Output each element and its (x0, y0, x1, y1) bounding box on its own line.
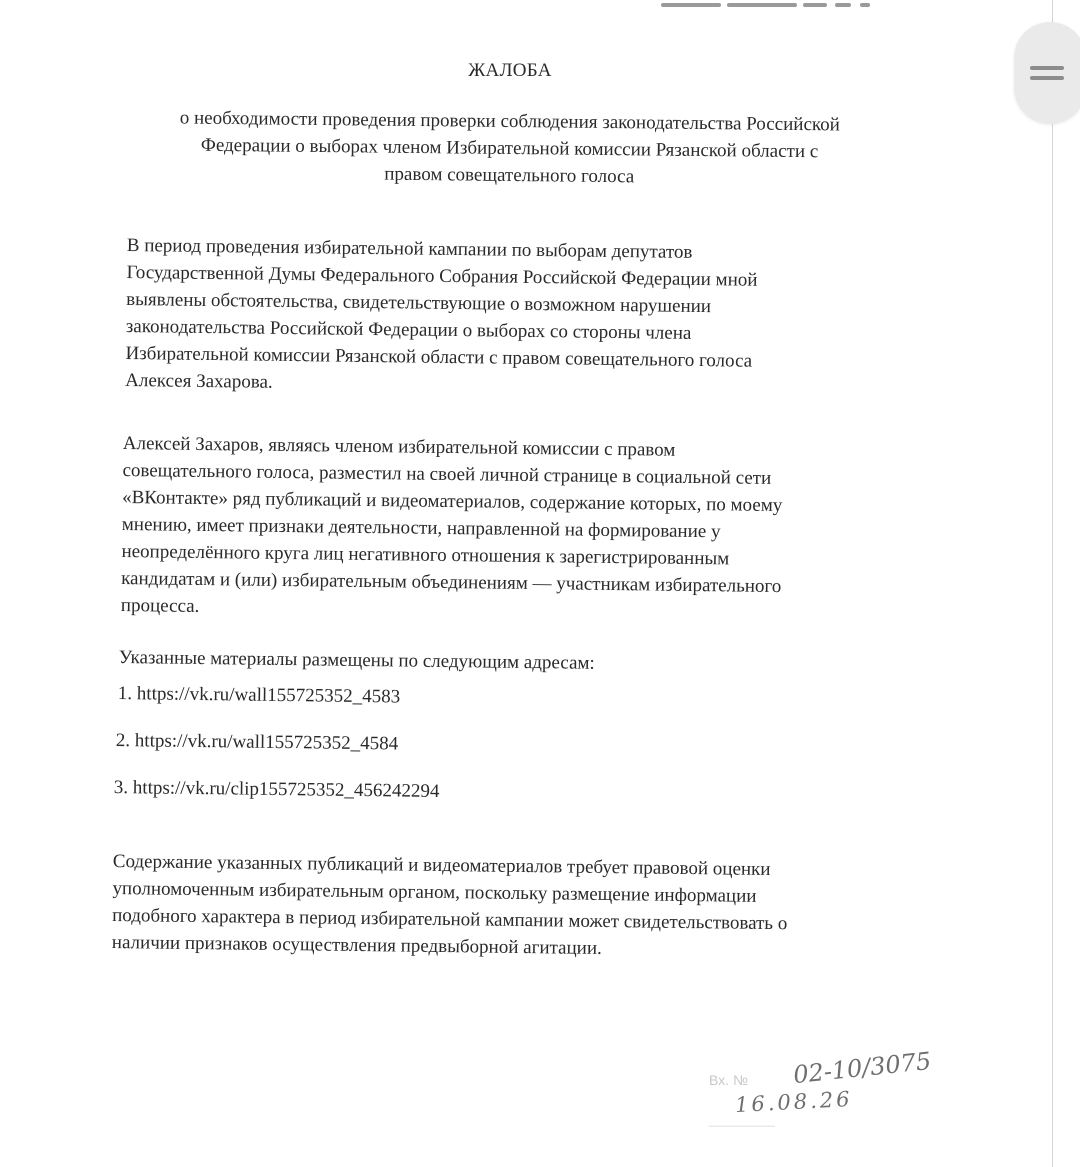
paragraph-line: кандидатам и (или) избирательным объединениям — участникам избирательного (121, 567, 782, 598)
paragraph-addresses-intro (119, 644, 595, 677)
paragraph-line: неопределённого круга лиц негативного отношения к зарегистрированным (121, 540, 730, 570)
evidence-link-1: 1. https://vk.ru/wall155725352_4583 (117, 683, 401, 708)
evidence-link-2: 2. https://vk.ru/wall155725352_4584 (115, 730, 399, 755)
stamp-registration-date: 16.08.26 (734, 1086, 854, 1118)
stamp-faint-line: —————— (709, 1120, 775, 1132)
stamp-faint-text: Вх. № (709, 1072, 748, 1088)
paragraph-line: подобного характера в период избирательной кампании может свидетельствовать о (112, 904, 788, 935)
paragraph-line: Алексей Захаров, являясь членом избирательной комиссии с правом (122, 432, 676, 461)
paragraph-line: Алексея Захарова. (125, 369, 273, 393)
evidence-link-3: 3. https://vk.ru/clip155725352_456242294 (113, 777, 440, 802)
subtitle-line: Федерации о выборах членом Избирательной комиссии Рязанской области с (200, 134, 819, 163)
document-subtitle (129, 104, 890, 193)
cropped-header-scrap (655, 0, 895, 14)
paragraph-line: «ВКонтакте» ряд публикаций и видеоматериалов, содержание которых, по моему (122, 486, 783, 517)
paragraph-line: Указанные материалы размещены по следующим адресам: (118, 646, 595, 674)
paragraph-line: уполномоченным избирательным органом, поскольку размещение информации (112, 877, 757, 907)
stamp-registration-number: 02-10/3075 (791, 1046, 933, 1090)
page-edge (1052, 0, 1053, 1167)
paragraph-conclusion (112, 848, 788, 964)
paragraph-details (121, 430, 783, 627)
subtitle-line: правом совещательного голоса (384, 163, 635, 188)
hamburger-menu-icon-bar (1030, 76, 1064, 80)
document-title: ЖАЛОБА (468, 60, 552, 81)
registration-stamp (705, 1046, 975, 1140)
paragraph-line: Содержание указанных публикаций и видеоматериалов требует правовой оценки (112, 850, 771, 881)
paragraph-line: законодательства Российской Федерации о выборах со стороны члена (125, 315, 692, 344)
paragraph-intro (125, 232, 758, 402)
paragraph-line: Избирательной комиссии Рязанской области с правом совещательного голоса (125, 342, 753, 372)
paragraph-line: совещательного голоса, разместил на своей личной странице в социальной сети (122, 459, 772, 489)
paragraph-line: выявлены обстоятельства, свидетельствующие о возможном нарушении (126, 288, 712, 318)
paragraph-line: мнению, имеет признаки деятельности, направленной на формирование у (121, 513, 721, 543)
paragraph-line: процесса. (120, 594, 200, 617)
paragraph-line: В период проведения избирательной кампании по выборам депутатов (126, 234, 693, 263)
paragraph-line: Государственной Думы Федерального Собрания Российской Федерации мной (126, 261, 758, 291)
paragraph-line: наличии признаков осуществления предвыборной агитации. (111, 931, 602, 959)
menu-button[interactable] (1014, 22, 1080, 124)
subtitle-line: о необходимости проведения проверки соблюдения законодательства Российской (179, 107, 840, 136)
hamburger-menu-icon (1030, 66, 1064, 70)
